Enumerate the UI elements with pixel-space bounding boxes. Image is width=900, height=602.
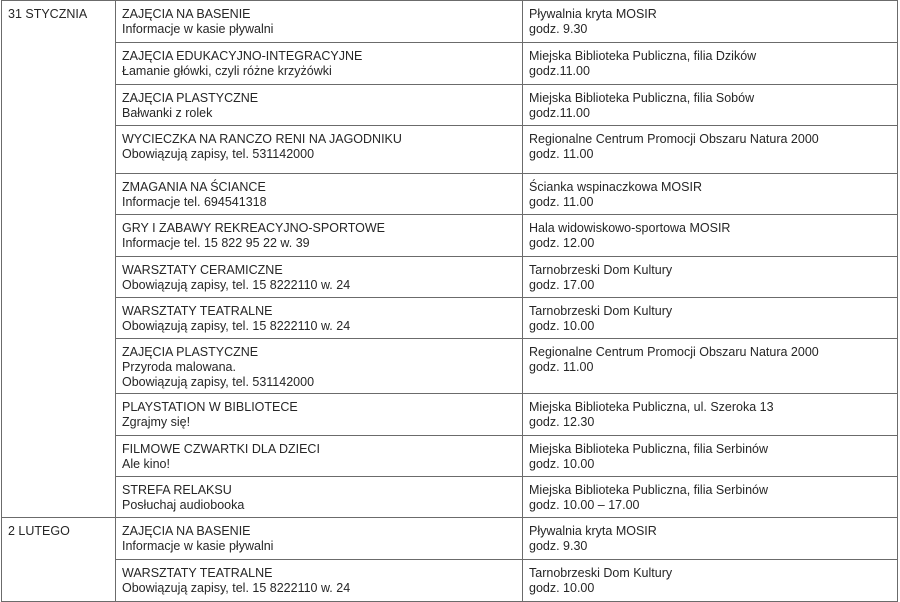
event-time: godz.11.00 [529, 106, 590, 120]
date-cell: 2 LUTEGO [2, 518, 116, 602]
event-details: Posłuchaj audiobooka [122, 498, 245, 512]
event-row [2, 257, 898, 298]
event-cell [116, 518, 523, 560]
event-details: Obowiązują zapisy, tel. 15 8222110 w. 24 [122, 581, 351, 595]
event-time: godz. 9.30 [529, 539, 588, 553]
event-time: godz. 11.00 [529, 360, 594, 374]
event-time: godz. 10.00 [529, 457, 595, 471]
event-time: godz.11.00 [529, 64, 590, 78]
event-cell [116, 126, 523, 174]
venue-cell [523, 518, 898, 560]
event-row [2, 1, 898, 43]
event-cell [116, 1, 523, 43]
venue-cell [523, 257, 898, 298]
venue-cell [523, 560, 898, 602]
event-row [2, 126, 898, 174]
event-details: Ale kino! [122, 457, 170, 471]
event-title: PLAYSTATION W BIBLIOTECE [122, 400, 298, 414]
schedule-body [2, 1, 898, 602]
event-time: godz. 10.00 [529, 581, 595, 595]
venue-cell [523, 85, 898, 126]
venue-name: Tarnobrzeski Dom Kultury [529, 566, 673, 580]
venue-name: Miejska Biblioteka Publiczna, filia Serbinów [529, 442, 769, 456]
event-cell [116, 560, 523, 602]
event-row [2, 85, 898, 126]
event-title: ZAJĘCIA NA BASENIE [122, 7, 251, 21]
event-title: WARSZTATY TEATRALNE [122, 304, 273, 318]
event-time: godz. 10.00 – 17.00 [529, 498, 640, 512]
event-details: Bałwanki z rolek [122, 106, 213, 120]
venue-cell [523, 43, 898, 85]
venue-cell [523, 126, 898, 174]
venue-name: Miejska Biblioteka Publiczna, ul. Szeroka 13 [529, 400, 774, 414]
event-cell [116, 215, 523, 257]
venue-name: Pływalnia kryta MOSIR [529, 7, 657, 21]
event-details: Informacje w kasie pływalni [122, 539, 274, 553]
venue-cell [523, 339, 898, 394]
date-cell: 31 STYCZNIA [2, 1, 116, 518]
event-row [2, 43, 898, 85]
venue-name: Tarnobrzeski Dom Kultury [529, 304, 673, 318]
event-title: ZAJĘCIA EDUKACYJNO-INTEGRACYJNE [122, 49, 363, 63]
event-title: WYCIECZKA NA RANCZO RENI NA JAGODNIKU [122, 132, 402, 146]
venue-cell [523, 1, 898, 43]
event-title: FILMOWE CZWARTKI DLA DZIECI [122, 442, 320, 456]
event-row [2, 477, 898, 518]
venue-name: Hala widowiskowo-sportowa MOSIR [529, 221, 731, 235]
event-cell [116, 477, 523, 518]
event-cell [116, 436, 523, 477]
event-row [2, 560, 898, 602]
event-time: godz. 10.00 [529, 319, 595, 333]
event-cell [116, 339, 523, 394]
venue-name: Pływalnia kryta MOSIR [529, 524, 657, 538]
event-details: Obowiązują zapisy, tel. 15 8222110 w. 24 [122, 319, 351, 333]
event-title: ZAJĘCIA PLASTYCZNE [122, 91, 259, 105]
event-time: godz. 17.00 [529, 278, 595, 292]
event-title: ZMAGANIA NA ŚCIANCE [122, 180, 266, 194]
venue-cell [523, 436, 898, 477]
event-details: Łamanie główki, czyli różne krzyżówki [122, 64, 332, 78]
event-time: godz. 12.30 [529, 415, 595, 429]
event-row [2, 339, 898, 394]
event-title: WARSZTATY TEATRALNE [122, 566, 273, 580]
event-row [2, 174, 898, 215]
venue-name: Regionalne Centrum Promocji Obszaru Natura 2000 [529, 132, 819, 146]
event-details: Informacje w kasie pływalni [122, 22, 274, 36]
venue-cell [523, 174, 898, 215]
event-cell [116, 298, 523, 339]
event-time: godz. 12.00 [529, 236, 595, 250]
event-details: Obowiązują zapisy, tel. 531142000 [122, 147, 315, 161]
event-details: Obowiązują zapisy, tel. 531142000 [122, 375, 315, 389]
venue-name: Miejska Biblioteka Publiczna, filia Dzików [529, 49, 757, 63]
event-row [2, 298, 898, 339]
event-cell [116, 257, 523, 298]
event-title: WARSZTATY CERAMICZNE [122, 263, 283, 277]
event-details: Zgrajmy się! [122, 415, 191, 429]
event-cell [116, 85, 523, 126]
venue-cell [523, 298, 898, 339]
event-cell [116, 43, 523, 85]
venue-cell [523, 394, 898, 436]
venue-name: Tarnobrzeski Dom Kultury [529, 263, 673, 277]
venue-name: Regionalne Centrum Promocji Obszaru Natura 2000 [529, 345, 819, 359]
event-time: godz. 11.00 [529, 195, 594, 209]
event-time: godz. 9.30 [529, 22, 588, 36]
event-details: Informacje tel. 15 822 95 22 w. 39 [122, 236, 310, 250]
events-schedule-table [1, 0, 898, 602]
venue-cell [523, 215, 898, 257]
event-cell [116, 174, 523, 215]
event-title: ZAJĘCIA PLASTYCZNE [122, 345, 259, 359]
event-row [2, 518, 898, 560]
event-row [2, 436, 898, 477]
event-time: godz. 11.00 [529, 147, 594, 161]
event-details: Informacje tel. 694541318 [122, 195, 267, 209]
event-title: ZAJĘCIA NA BASENIE [122, 524, 251, 538]
venue-name: Miejska Biblioteka Publiczna, filia Serbinów [529, 483, 769, 497]
event-title: STREFA RELAKSU [122, 483, 232, 497]
event-details: Przyroda malowana. [122, 360, 236, 374]
venue-cell [523, 477, 898, 518]
event-details: Obowiązują zapisy, tel. 15 8222110 w. 24 [122, 278, 351, 292]
event-row [2, 394, 898, 436]
event-cell [116, 394, 523, 436]
venue-name: Ścianka wspinaczkowa MOSIR [529, 180, 702, 194]
event-row [2, 215, 898, 257]
venue-name: Miejska Biblioteka Publiczna, filia Sobów [529, 91, 755, 105]
event-title: GRY I ZABAWY REKREACYJNO-SPORTOWE [122, 221, 386, 235]
